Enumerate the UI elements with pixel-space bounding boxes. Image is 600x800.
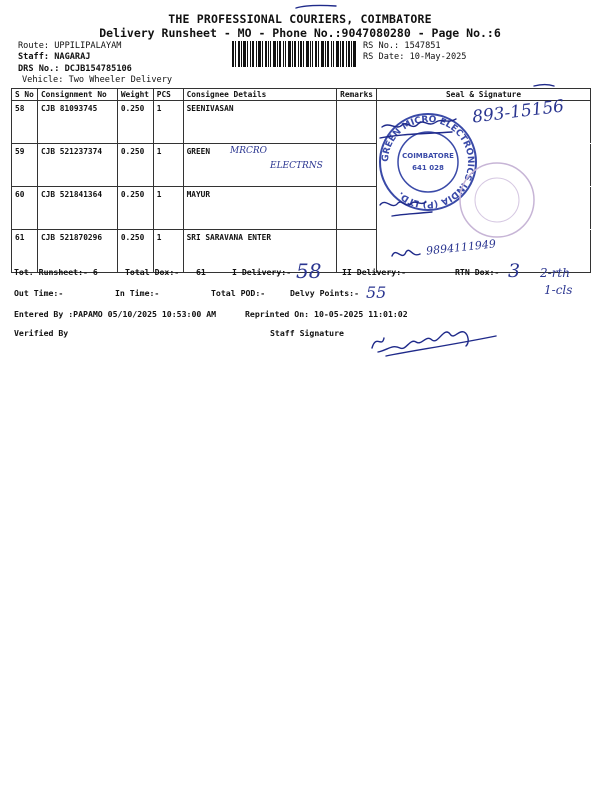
staff-label: Staff:: [18, 52, 50, 62]
phone-note-1: 893-15156: [471, 96, 566, 128]
runsheet-subtitle: Delivery Runsheet - MO - Phone No.:9047080280 - Page No.:6: [99, 26, 501, 40]
col-pcs: PCS: [153, 89, 183, 101]
vehicle-line: Vehicle: Two Wheeler Delivery: [22, 75, 173, 85]
cell-consignee: MAYUR: [183, 187, 337, 230]
cell-sno: 58: [12, 101, 38, 144]
cell-signature: [377, 187, 591, 230]
in-time-label: In Time:-: [115, 288, 160, 298]
cell-remarks: [337, 187, 377, 230]
drs-label: DRS No.:: [18, 64, 60, 74]
delvy-points-handwritten: 55: [366, 283, 387, 302]
rtn-handwritten: 3: [508, 260, 521, 282]
cell-weight: 0.250: [117, 187, 153, 230]
cell-remarks: [337, 144, 377, 187]
tot-runsheet: Tot. Runsheet:- 6: [14, 267, 98, 277]
col-consignee: Consignee Details: [183, 89, 337, 101]
cell-sno: 61: [12, 230, 38, 273]
i-delivery-handwritten: 58: [296, 259, 322, 283]
delvy-points-label: Delvy Points:-: [290, 288, 360, 298]
staff-line: [18, 52, 90, 62]
seal-outer-text: GREEN MICRO ELECTRONICS INDIA (P) LTD.: [380, 114, 476, 210]
rtn-note-2: 1-cls: [544, 283, 573, 297]
cell-consignment: CJB 521841364: [37, 187, 117, 230]
verified-by: Verified By: [14, 328, 69, 338]
total-pod-label: Total POD:-: [211, 288, 266, 298]
col-remarks: Remarks: [337, 89, 377, 101]
cell-pcs: 1: [153, 187, 183, 230]
cell-pcs: 1: [153, 101, 183, 144]
cell-sno: 60: [12, 187, 38, 230]
drs-line: [18, 64, 132, 74]
cell-consignee: SEENIVASAN: [183, 101, 337, 144]
cell-pcs: 1: [153, 144, 183, 187]
cell-consignment: CJB 521237374: [37, 144, 117, 187]
staff-value: NAGARAJ: [54, 52, 91, 62]
out-time-label: Out Time:-: [14, 288, 64, 298]
col-sno: S No: [12, 89, 38, 101]
col-weight: Weight: [117, 89, 153, 101]
route-line: Route: UPPILIPALAYAM: [18, 41, 122, 51]
cell-consignee: SRI SARAVANA ENTER: [183, 230, 337, 273]
table-header-row: [12, 89, 591, 101]
green-note-1: MRCRO: [230, 146, 268, 156]
rs-number: RS No.: 1547851: [363, 41, 441, 51]
rtn-note-1: 2-rth: [540, 266, 570, 280]
cell-consignment: CJB 81093745: [37, 101, 117, 144]
drs-value: DCJB154785106: [64, 64, 132, 74]
col-consignment: Consignment No: [37, 89, 117, 101]
cell-sno: 59: [12, 144, 38, 187]
entered-by: Entered By :PAPAMO 05/10/2025 10:53:00 AM: [14, 309, 217, 319]
cell-weight: 0.250: [117, 101, 153, 144]
reprinted-on: Reprinted On: 10-05-2025 11:01:02: [245, 309, 408, 319]
staff-signature-label: Staff Signature: [270, 328, 344, 338]
seal-inner-line-1: COIMBATORE: [402, 152, 454, 160]
cell-consignment: CJB 521870296: [37, 230, 117, 273]
seal-inner-line-2: 641 028: [412, 164, 444, 172]
cell-weight: 0.250: [117, 144, 153, 187]
i-delivery-label: I Delivery:-: [232, 267, 292, 277]
cell-pcs: 1: [153, 230, 183, 273]
rtn-dox-label: RTN Dox:-: [455, 267, 500, 277]
cell-signature: [377, 144, 591, 187]
table-row: [12, 187, 591, 230]
company-name: THE PROFESSIONAL COURIERS, COIMBATORE: [168, 12, 432, 26]
staff-signature: [372, 332, 496, 356]
rs-date: RS Date: 10-May-2025: [363, 52, 467, 62]
phone-note-2: 9894111949: [425, 237, 497, 258]
ii-delivery-label: II Delivery:-: [342, 267, 407, 277]
barcode: [232, 41, 356, 67]
green-note-2: ELECTRNS: [270, 161, 323, 171]
total-dox-label: Total Dox:-: [125, 267, 180, 277]
col-seal-signature: Seal & Signature: [377, 89, 591, 101]
cell-remarks: [337, 101, 377, 144]
total-dox-value: 61: [196, 267, 206, 277]
cell-consignee: GREEN: [183, 144, 337, 187]
cell-weight: 0.250: [117, 230, 153, 273]
